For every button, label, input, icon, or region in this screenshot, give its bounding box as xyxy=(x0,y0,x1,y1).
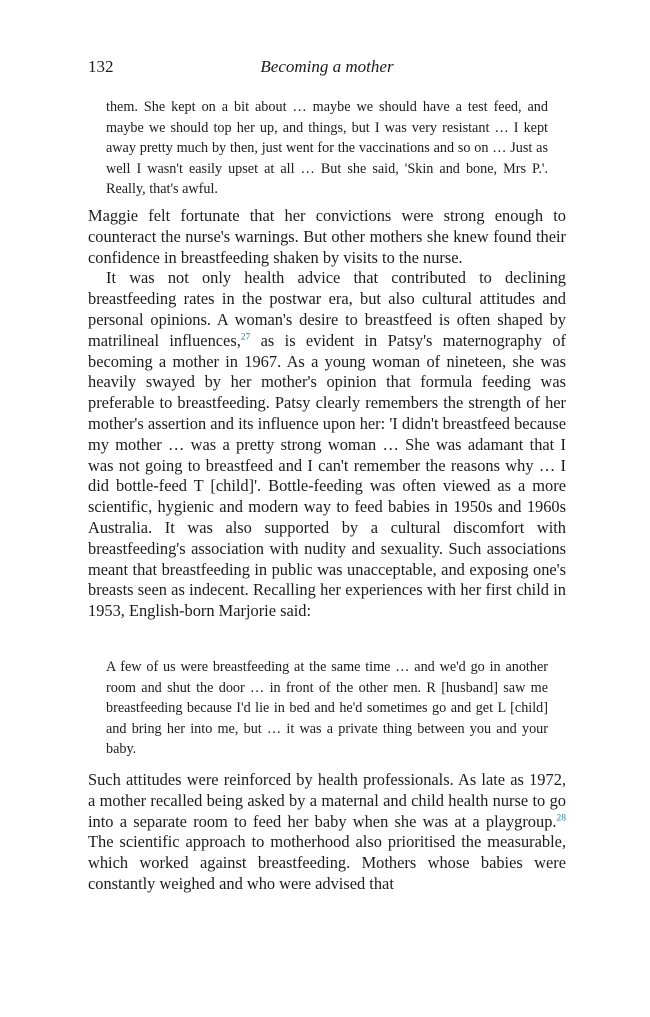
paragraph-3-text-b: The scientific approach to motherhood also prioritised the measurable, which worked against breastfeeding. Mothers whose babies were constantly weighed and who were advised that xyxy=(88,832,566,893)
endnote-ref-27[interactable]: 27 xyxy=(240,332,251,343)
paragraph-1: Maggie felt fortunate that her convictions were strong enough to counteract the nurse's warnings. But other mothers she knew found their confidence in breastfeeding shaken by visits to the nurse. xyxy=(88,206,566,267)
endnote-ref-28[interactable]: 28 xyxy=(556,813,566,824)
paragraph-3 xyxy=(88,770,566,895)
running-head xyxy=(88,57,566,81)
block-quote-2: A few of us were breastfeeding at the same time … and we'd go in another room and shut the door … in front of the other men. R [husband] saw me breastfeeding because I'd lie in bed and he'd sometimes go and get L [child] and bring her into me, but … it was a private thing between you and your baby. xyxy=(106,659,548,758)
body-text-section-1 xyxy=(88,206,566,622)
paragraph-2-text-b: as is evident in Patsy's maternography of becoming a mother in 1967. As a young woman of nineteen, she was heavily swayed by her mother's opinion that formula feeding was preferable to breastfeeding. Patsy clearly remembers the strength of her mother's assertion and its influence upon her: 'I didn't breastfeed because my mother … was a pretty strong woman … She was adamant that I was not going to breastfeed and I can't remember the reasons why … I did bottle-feed T [child]'. Bottle-feeding was often viewed as a more scientific, hygienic and modern way to feed babies in 1950s and 1960s Australia. It was also supported by a cultural discomfort with breastfeeding's association with nudity and sexuality. Such associations meant that breastfeeding in public was unacceptable, and exposing one's breasts seen as indecent. Recalling her experiences with her first child in 1953, English-born Marjorie said: xyxy=(88,330,566,621)
page-number: 132 xyxy=(88,57,114,76)
paragraph-3-text-a: Such attitudes were reinforced by health professionals. As late as 1972, a mother recalled being asked by a maternal and child health nurse to go into a separate room to feed her baby when she was at a playgroup. xyxy=(88,770,566,831)
paragraph-2 xyxy=(88,268,566,622)
paragraph-2-text-a: It was not only health advice that contributed to declining breastfeeding rates in the postwar era, but also cultural attitudes and personal opinions. A woman's desire to breastfeed is often shaped by matrilineal influences, xyxy=(88,268,566,350)
body-text-section-2 xyxy=(88,770,566,895)
running-title: Becoming a mother xyxy=(260,57,394,76)
block-quote-1: them. She kept on a bit about … maybe we should have a test feed, and maybe we should top her up, and things, but I was very resistant … I kept away pretty much by then, just went for the vaccinations and so on … Just as well I wasn't easily upset at all … But she said, 'Skin and bone, Mrs P.'. Really, that's awful. xyxy=(106,99,548,198)
